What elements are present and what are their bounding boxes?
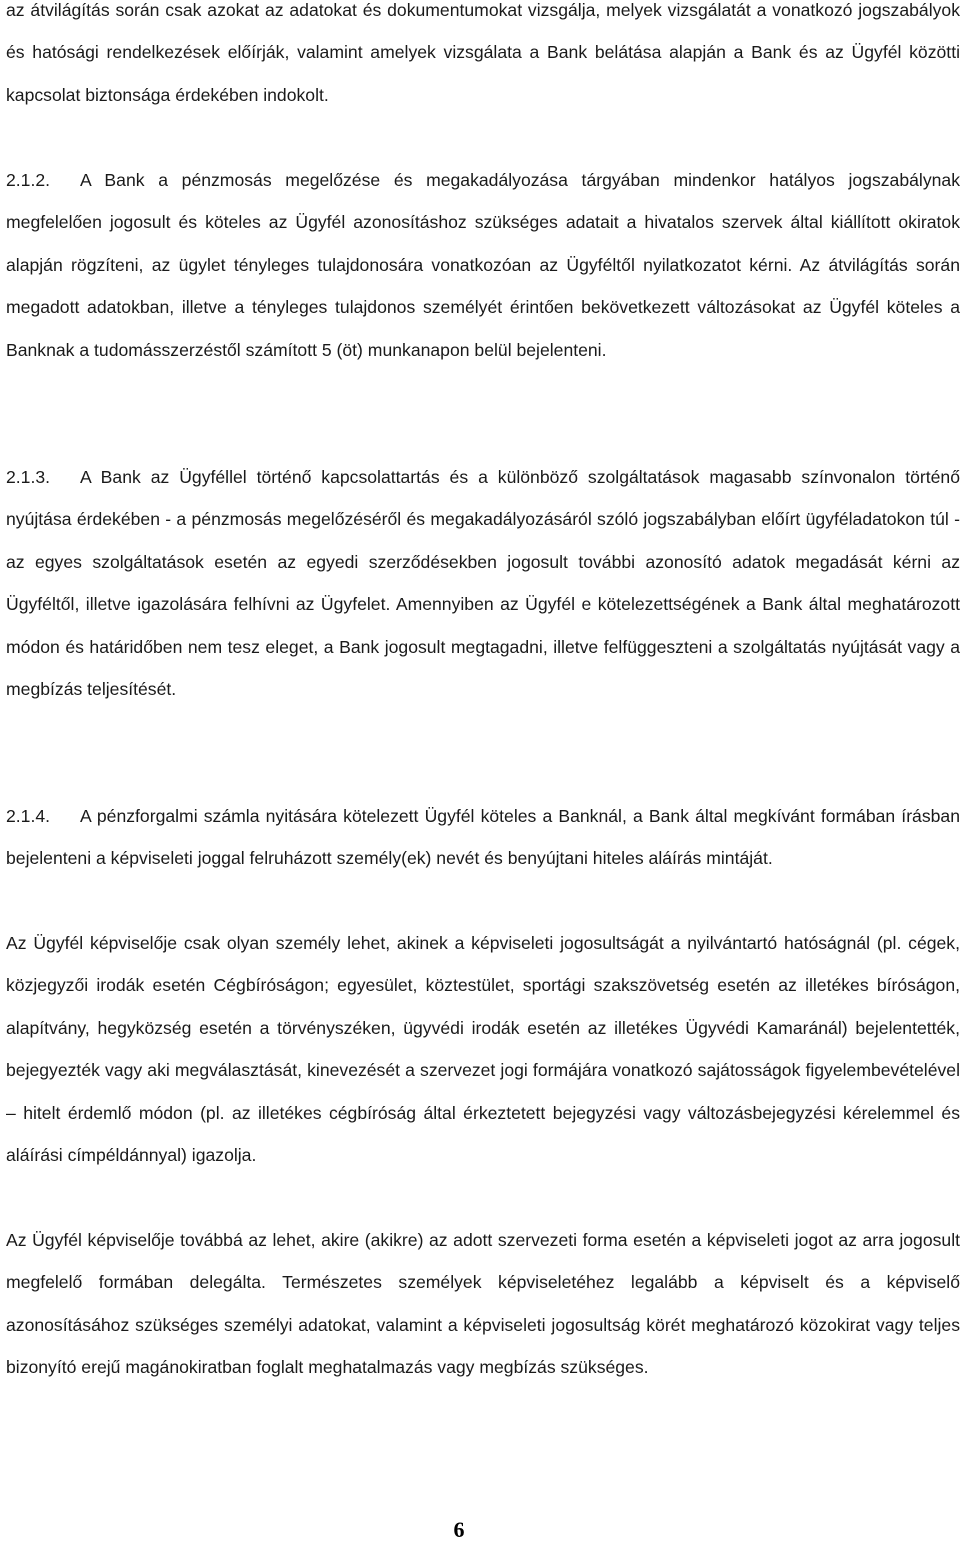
section-text: A Bank a pénzmosás megelőzése és megakadályozása tárgyában mindenkor hatályos jogszabálynak megfelelően jogosult és köteles az Ügyfél azonosításhoz szükséges adatait a hivatalos szervek által kiállított okiratok alapján rögzíteni, az ügylet tényleges tulajdonosára vonatkozóan az Ügyféltől nyilatkozatot kérni. Az átvilágítás során megadott adatokban, illetve a tényleges tulajdonos személyét érintően bekövetkezett változásokat az Ügyfél köteles a Banknak a tudomásszerzéstől számított 5 (öt) munkanapon belül bejelenteni. <box>6 170 960 360</box>
page-number: 6 <box>453 1517 465 1542</box>
representative-paragraph <box>6 922 960 1176</box>
section-2-1-4 <box>6 795 960 880</box>
paragraph-text: Az Ügyfél képviselője továbbá az lehet, akire (akikre) az adott szervezeti forma esetén a képviseleti jogot az arra jogosult megfelelő formában delegálta. Természetes személyek képviseletéhez legalább a képviselt és a képviselő azonosításához szükséges személyi adatokat, valamint a képviseleti jogosultság körét meghatározó közokirat vagy teljes bizonyító erejű magánokiratban foglalt meghatalmazás vagy megbízás szükséges. <box>6 1230 960 1378</box>
section-text: A pénzforgalmi számla nyitására kötelezett Ügyfél köteles a Banknál, a Bank által megkívánt formában írásban bejelenteni a képviseleti joggal felruházott személy(ek) nevét és benyújtani hiteles aláírás mintáját. <box>6 806 960 869</box>
section-number: 2.1.3. <box>6 467 51 487</box>
delegation-paragraph <box>6 1219 960 1389</box>
intro-paragraph <box>6 0 960 116</box>
section-number: 2.1.2. <box>6 170 51 190</box>
paragraph-text: Az Ügyfél képviselője csak olyan személy lehet, akinek a képviseleti jogosultságát a nyilvántartó hatóságnál (pl. cégek, közjegyzői irodák esetén Cégbíróságon; egyesület, köztestület, sportági szakszövetség esetén az illetékes bíróságon, alapítvány, hegyközség esetén a törvényszéken, ügyvédi irodák esetén az illetékes Ügyvédi Kamaránál) bejelentették, bejegyezték vagy aki megválasztását, kinevezését a szervezet jogi formájára vonatkozó sajátosságok figyelembevételével – hitelt érdemlő módon (pl. az illetékes cégbíróság által érkeztetett bejegyzési vagy változásbejegyzési kérelemmel és aláírási címpéldánnyal) igazolja. <box>6 933 960 1166</box>
section-2-1-2 <box>6 159 960 371</box>
section-2-1-3 <box>6 456 960 710</box>
section-number: 2.1.4. <box>6 806 51 826</box>
section-text: A Bank az Ügyféllel történő kapcsolattartás és a különböző szolgáltatások magasabb színvonalon történő nyújtása érdekében - a pénzmosás megelőzéséről és megakadályozásáról szóló jogszabályban előírt ügyféladatokon túl - az egyes szolgáltatások esetén az egyedi szerződésekben jogosult további azonosító adatok megadását kérni az Ügyféltől, illetve igazolására felhívni az Ügyfelet. Amennyiben az Ügyfél e kötelezettségének a Bank által meghatározott módon és határidőben nem tesz eleget, a Bank jogosult megtagadni, illetve felfüggeszteni a szolgáltatás nyújtását vagy a megbízás teljesítését. <box>6 467 960 700</box>
intro-text: az átvilágítás során csak azokat az adatokat és dokumentumokat vizsgálja, melyek vizsgálatát a vonatkozó jogszabályok és hatósági rendelkezések előírják, valamint amelyek vizsgálata a Bank belátása alapján a Bank és az Ügyfél közötti kapcsolat biztonsága érdekében indokolt. <box>6 0 960 105</box>
